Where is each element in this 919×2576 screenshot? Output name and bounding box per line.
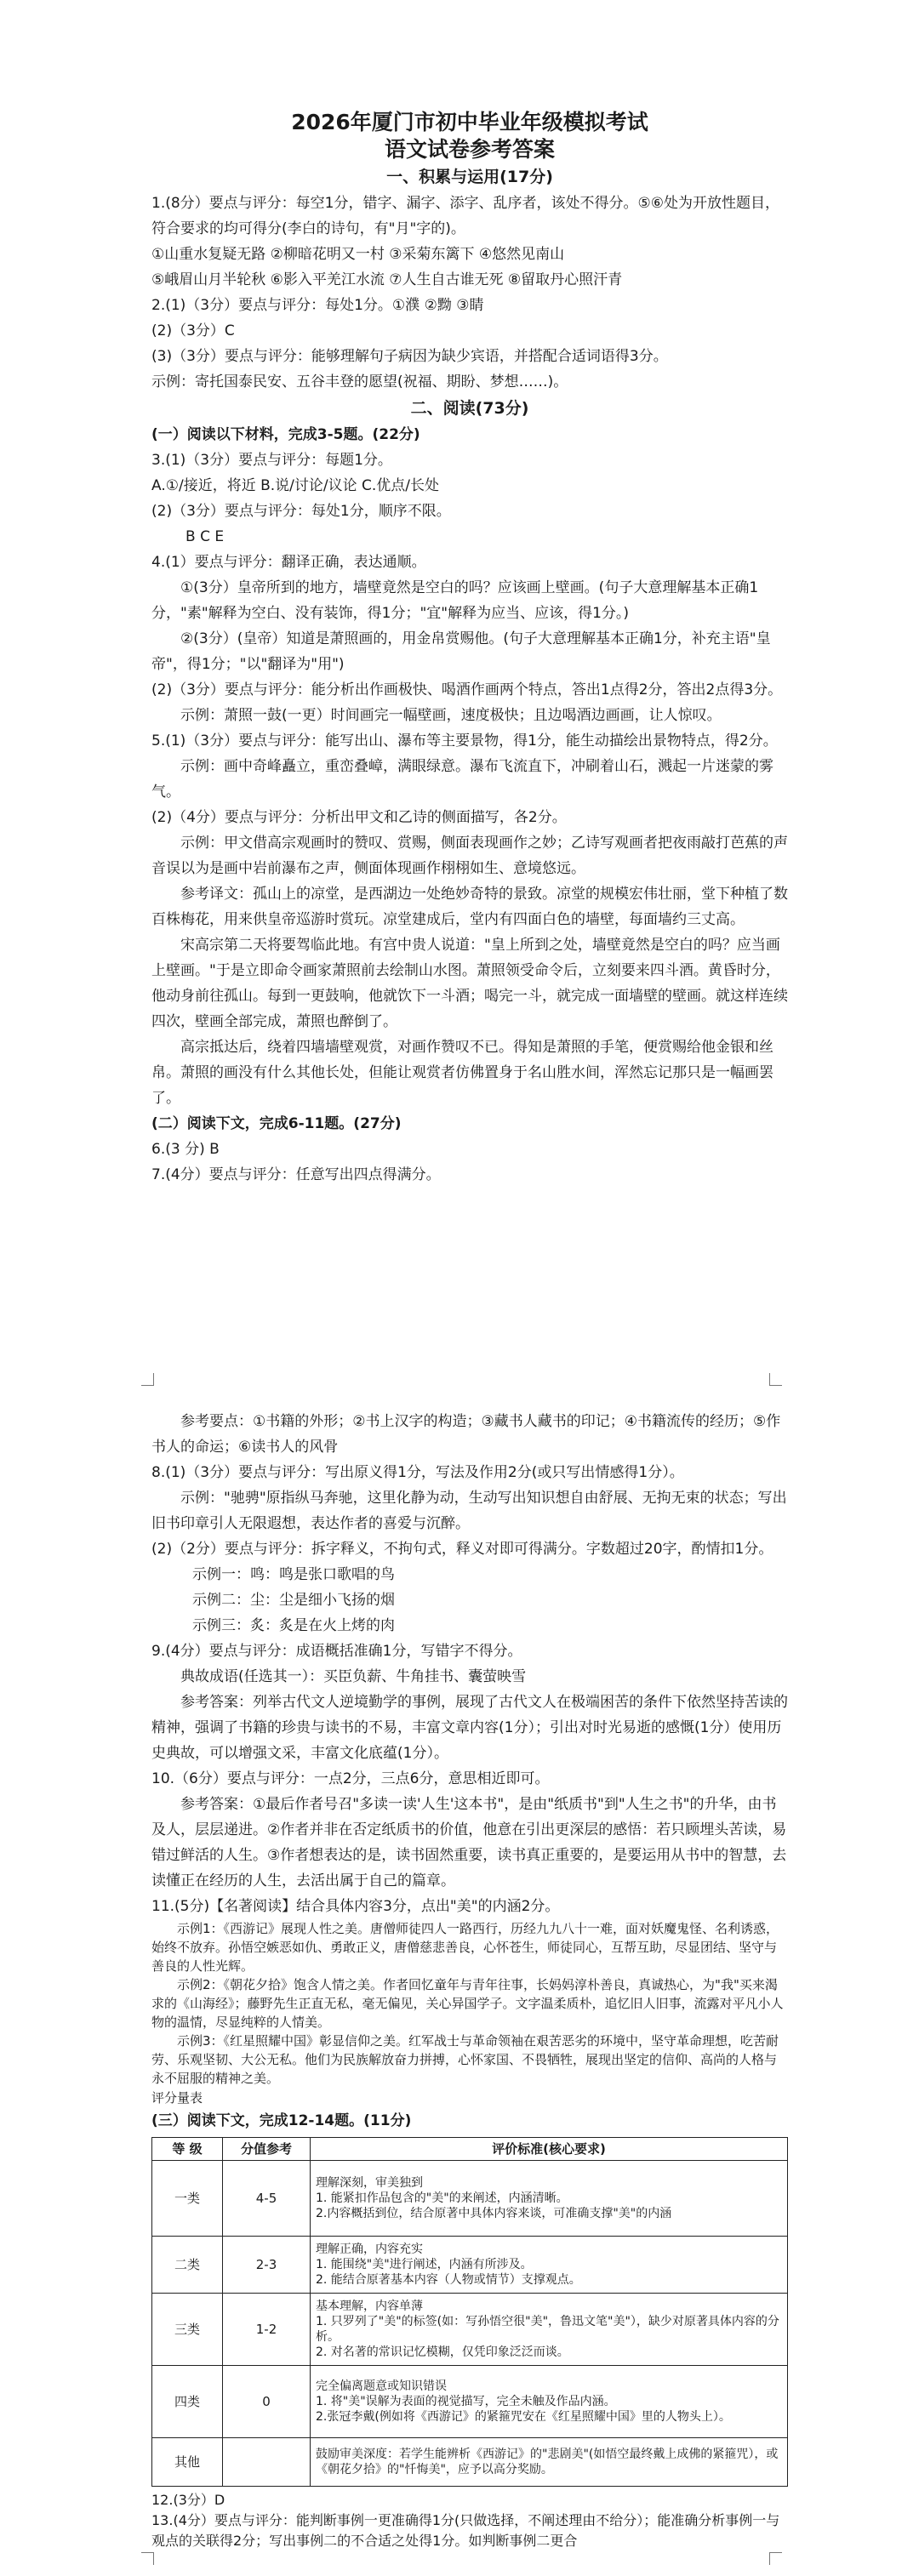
answer-line: 典故成语(任选其一）：买臣负薪、牛角挂书、囊萤映雪	[180, 1668, 527, 1685]
answer-line: 10.（6分）要点与评分：一点2分，三点6分，意思相近即可。	[151, 1770, 550, 1787]
answer-line: 示例：萧照一鼓(一更）时间画完一幅壁画，速度极快；且边喝酒边画画，让人惊叹。	[180, 707, 722, 724]
criteria-line: 2.内容概括到位，结合原著中具体内容来谈，可准确支撑"美"的内涵	[316, 2207, 672, 2220]
exam-subtitle: 语文试卷参考答案	[384, 137, 555, 162]
criteria-line: 基本理解，内容单薄	[316, 2300, 423, 2313]
level-cell: 其他	[152, 2438, 223, 2487]
answer-line: (2)（3分）要点与评分：能分析出作画极快、喝酒作画两个特点，答出1点得2分，答出2点得3分。	[151, 681, 783, 698]
answer-line: 9.(4分）要点与评分：成语概括准确1分，写错字不得分。	[151, 1643, 522, 1660]
column-header: 分值参考	[223, 2138, 311, 2161]
corner-mark	[141, 2552, 154, 2565]
score-cell	[223, 2438, 311, 2487]
answer-line: 13.(4分）要点与评分：能判断事例一更准确得1分(只做选择，不阐述理由不给分）；能准确分析事例一与观点的关联得2分；写出事例二的不合适之处得1分。如判断事例二更合	[151, 2512, 780, 2549]
answer-line: 示例：画中奇峰矗立，重峦叠嶂，满眼绿意。瀑布飞流直下，冲刷着山石，溅起一片迷蒙的雾气。	[151, 758, 773, 801]
answer-line: A.①/接近，将近 B.说/讨论/议论 C.优点/长处	[151, 477, 440, 494]
criteria-cell	[311, 2161, 788, 2237]
answer-line: 参考答案：①最后作者号召"多读一读'人生'这本书"，是由"纸质书"到"人生之书"的升华，由书及人，层层递进。②作者并非在否定纸质书的价值，他意在引出更深层的感悟：若只顾埋头苦读，易错过鲜活的人生。③作者想表达的是，读书固然重要，读书真正重要的，是要运用从书中的智慧，去读懂正在经历的人生，去活出属于自己的篇章。	[151, 1796, 787, 1889]
answer-line: ①山重水复疑无路 ②柳暗花明又一村 ③采菊东篱下 ④悠然见南山	[151, 246, 565, 263]
translation-paragraph: 宋高宗第二天将要驾临此地。有宫中贵人说道："皇上所到之处，墙壁竟然是空白的吗？应当画上壁画。"于是立即命令画家萧照前去绘制山水图。萧照领受命令后，立刻要来四斗酒。黄昏时分，他动身前往孤山。每到一更鼓响，他就饮下一斗酒；喝完一斗，就完成一面墙壁的壁画。就这样连续四次，壁画全部完成，萧照也醉倒了。	[151, 937, 788, 1030]
level-cell: 二类	[152, 2237, 223, 2294]
answer-line: (2)（3分）要点与评分：每处1分，顺序不限。	[151, 503, 451, 520]
rubric-label: 评分量表	[151, 2090, 203, 2106]
answer-line: ⑤峨眉山月半轮秋 ⑥影入平羌江水流 ⑦人生自古谁无死 ⑧留取丹心照汗青	[151, 271, 623, 288]
example-line: 示例三：炙：炙是在火上烤的肉	[192, 1617, 395, 1634]
answer-line: ①(3分）皇帝所到的地方，墙壁竟然是空白的吗？应该画上壁画。(句子大意理解基本正确1分，"素"解释为空白、没有装饰，得1分；"宜"解释为应当、应该，得1分。)	[151, 579, 759, 622]
answer-line: (2)（4分）要点与评分：分析出甲文和乙诗的侧面描写，各2分。	[151, 809, 567, 826]
answer-line: 参考答案：列举古代文人逆境勤学的事例，展现了古代文人在极端困苦的条件下依然坚持苦读的精神，强调了书籍的珍贵与读书的不易，丰富文章内容(1分）；引出对时光易逝的感慨(1分）使用历史典故，可以增强文采，丰富文化底蕴(1分）。	[151, 1694, 788, 1762]
answer-line: 4.(1）要点与评分：翻译正确，表达通顺。	[151, 554, 426, 571]
answer-line: 参考要点：①书籍的外形；②书上汉字的构造；③藏书人藏书的印记；④书籍流传的经历；⑤作书人的命运；⑥读书人的风骨	[151, 1413, 781, 1456]
criteria-cell	[311, 2294, 788, 2366]
answer-line: (2)（2分）要点与评分：拆字释义，不拘句式，释义对即可得满分。字数超过20字，酌情扣1分。	[151, 1541, 773, 1558]
level-cell: 三类	[152, 2294, 223, 2366]
answer-line: 7.(4分）要点与评分：任意写出四点得满分。	[151, 1166, 441, 1183]
table-row	[152, 2161, 788, 2237]
answer-line: 11.(5分)【名著阅读】结合具体内容3分，点出"美"的内涵2分。	[151, 1898, 560, 1915]
corner-mark	[141, 1373, 154, 1386]
level-cell: 一类	[152, 2161, 223, 2237]
answer-line: 5.(1)（3分）要点与评分：能写出山、瀑布等主要景物，得1分，能生动描绘出景物特点，得2分。	[151, 732, 778, 749]
table-row	[152, 2366, 788, 2438]
criteria-cell	[311, 2366, 788, 2438]
criteria-cell	[311, 2237, 788, 2294]
answer-line: ②(3分）(皇帝）知道是萧照画的，用金帛赏赐他。(句子大意理解基本正确1分，补充主语"皇帝"，得1分；"以"翻译为"用")	[151, 630, 771, 673]
score-cell: 1-2	[223, 2294, 311, 2366]
scoring-rubric-table	[151, 2137, 788, 2487]
subsection-heading: (三）阅读下文，完成12-14题。(11分)	[151, 2112, 412, 2129]
column-header: 评价标准(核心要求)	[311, 2138, 788, 2161]
example-line: 示例二：尘：尘是细小飞扬的烟	[192, 1592, 395, 1609]
criteria-line: 1. 将"美"误解为表面的视觉描写，完全未触及作品内涵。	[316, 2395, 616, 2408]
criteria-line: 2. 对名著的常识记忆模糊，仅凭印象泛泛而谈。	[316, 2345, 569, 2359]
table-row	[152, 2294, 788, 2366]
criteria-line: 鼓励审美深度：若学生能辨析《西游记》的"悲剧美"(如悟空最终戴上成佛的紧箍咒），或《朝花夕拾》的"忏悔美"，应予以高分奖励。	[316, 2448, 779, 2476]
answer-line: 1.(8分）要点与评分：每空1分，错字、漏字、添字、乱序者，该处不得分。⑤⑥处为开放性题目，符合要求的均可得分(李白的诗句，有"月"字的)。	[151, 195, 779, 237]
example-paragraph: 示例2：《朝花夕拾》饱含人情之美。作者回忆童年与青年往事，长妈妈淳朴善良，真诚热心，为"我"买来渴求的《山海经》；藤野先生正直无私，毫无偏见，关心异国学子。文字温柔质朴，追忆旧人旧事，流露对平凡小人物的温情，尽显纯粹的人情美。	[151, 1977, 784, 2030]
answer-line: 3.(1)（3分）要点与评分：每题1分。	[151, 452, 392, 469]
criteria-line: 2. 能结合原著基本内容（人物或情节）支撑观点。	[316, 2273, 581, 2287]
criteria-line: 1. 能围绕"美"进行阐述，内涵有所涉及。	[316, 2258, 533, 2271]
answer-line: 示例：寄托国泰民安、五谷丰登的愿望(祝福、期盼、梦想……)。	[151, 373, 568, 390]
corner-mark	[769, 2552, 782, 2565]
subsection-heading: (一）阅读以下材料，完成3-5题。(22分)	[151, 426, 420, 443]
score-cell: 4-5	[223, 2161, 311, 2237]
example-paragraph: 示例3：《红星照耀中国》彰显信仰之美。红军战士与革命领袖在艰苦恶劣的环境中，坚守革命理想，吃苦耐劳、乐观坚韧、大公无私。他们为民族解放奋力拼搏，心怀家国、不畏牺牲，展现出坚定的信仰、高尚的人格与永不屈服的精神之美。	[151, 2033, 779, 2086]
column-header: 等 级	[152, 2138, 223, 2161]
answer-line: 8.(1)（3分）要点与评分：写出原义得1分，写法及作用2分(或只写出情感得1分）。	[151, 1464, 684, 1481]
answer-line: B C E	[186, 528, 225, 545]
criteria-line: 1. 能紧扣作品包含的"美"的来阐述，内涵清晰。	[316, 2191, 568, 2205]
criteria-line: 理解深刻，审美独到	[316, 2176, 423, 2190]
table-header-row	[152, 2138, 788, 2161]
criteria-cell	[311, 2438, 788, 2487]
exam-title: 2026年厦门市初中毕业年级模拟考试	[291, 110, 648, 134]
example-paragraph: 示例1：《西游记》展现人性之美。唐僧师徒四人一路西行，历经九九八十一难，面对妖魔鬼怪、名利诱惑，始终不放弃。孙悟空嫉恶如仇、勇敢正义，唐僧慈悲善良，心怀苍生，师徒同心，互帮互助，尽显团结、坚守与善良的人性光辉。	[151, 1921, 779, 1974]
criteria-line: 2.张冠李戴(例如将《西游记》的紧箍咒安在《红星照耀中国》里的人物头上）。	[316, 2410, 731, 2424]
answer-line: 6.(3 分) B	[151, 1141, 220, 1158]
translation-paragraph: 参考译文：孤山上的凉堂，是西湖边一处绝妙奇特的景致。凉堂的规模宏伟壮丽，堂下种植了数百株梅花，用来供皇帝巡游时赏玩。凉堂建成后，堂内有四面白色的墙壁，每面墙约三丈高。	[151, 886, 788, 928]
section-heading-1: 一、积累与运用(17分)	[386, 168, 553, 186]
criteria-line: 1. 只罗列了"美"的标签(如：写孙悟空很"美"，鲁迅文笔"美"），缺少对原著具体内容的分析。	[316, 2315, 779, 2344]
page-2-content	[151, 1409, 788, 2551]
table-row	[152, 2237, 788, 2294]
answer-line: (3)（3分）要点与评分：能够理解句子病因为缺少宾语，并搭配合适词语得3分。	[151, 348, 668, 365]
criteria-line: 完全偏离题意或知识错误	[316, 2379, 447, 2393]
score-cell: 2-3	[223, 2237, 311, 2294]
page-1-content	[151, 109, 788, 1188]
answer-line: 12.(3分）D	[151, 2492, 225, 2508]
subsection-heading: (二）阅读下文，完成6-11题。(27分)	[151, 1115, 402, 1132]
score-cell: 0	[223, 2366, 311, 2438]
section-heading-2: 二、阅读(73分)	[410, 399, 529, 418]
answer-line: (2)（3分）C	[151, 322, 235, 339]
level-cell: 四类	[152, 2366, 223, 2438]
answer-line: 2.(1)（3分）要点与评分：每处1分。①濮 ②黝 ③睛	[151, 297, 484, 314]
answer-line: 示例：甲文借高宗观画时的赞叹、赏赐，侧面表现画作之妙；乙诗写观画者把夜雨敲打芭蕉的声音误以为是画中岩前瀑布之声，侧面体现画作栩栩如生、意境悠远。	[151, 835, 788, 877]
corner-mark	[769, 1373, 782, 1386]
example-line: 示例一：鸣：鸣是张口歌唱的鸟	[192, 1566, 395, 1583]
translation-paragraph: 高宗抵达后，绕着四墙墙壁观赏，对画作赞叹不已。得知是萧照的手笔，便赏赐给他金银和丝帛。萧照的画没有什么其他长处，但能让观赏者仿佛置身于名山胜水间，浑然忘记那只是一幅画罢了。	[151, 1039, 773, 1107]
criteria-line: 理解正确，内容充实	[316, 2243, 423, 2256]
answer-page-2	[0, 1327, 919, 2576]
table-row	[152, 2438, 788, 2487]
answer-line: 示例："驰骋"原指纵马奔驰，这里化静为动，生动写出知识想自由舒展、无拘无束的状态；写出旧书印章引人无限遐想，表达作者的喜爱与沉醉。	[151, 1490, 787, 1532]
